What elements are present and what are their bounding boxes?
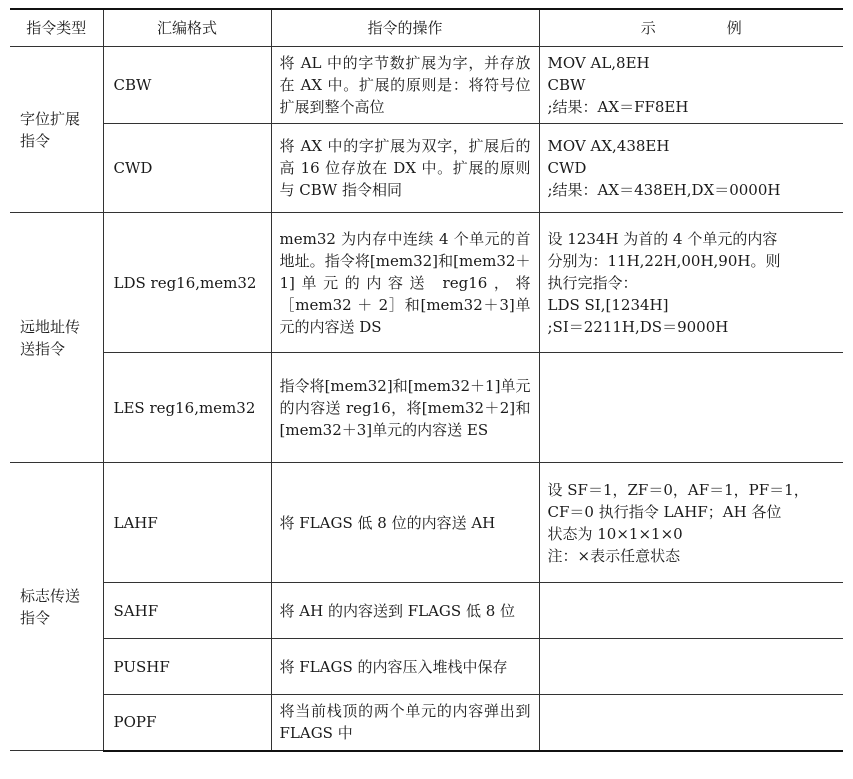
example-cell [539, 353, 843, 463]
example-line: 设 1234H 为首的 4 个单元的内容 [547, 229, 778, 248]
op-cell: 将 AX 中的字扩展为双字，扩展后的高 16 位存放在 DX 中。扩展的原则与 CBW 指令相同 [271, 124, 539, 213]
op-cell: 将 FLAGS 的内容压入堆栈中保存 [271, 639, 539, 695]
asm-cell: CBW [103, 47, 271, 124]
op-cell: 指令将[mem32]和[mem32＋1]单元的内容送 reg16，将[mem32＋2]和[mem32＋3]单元的内容送 ES [271, 353, 539, 463]
example-line: 注：×表示任意状态 [547, 546, 681, 565]
example-cell [539, 639, 843, 695]
example-cell [539, 124, 843, 213]
table-row [10, 639, 843, 695]
header-example [539, 9, 843, 47]
asm-cell: LES reg16,mem32 [103, 353, 271, 463]
example-cell [539, 213, 843, 353]
example-line: CBW [547, 76, 586, 94]
example-line: ;结果：AX＝FF8EH [547, 98, 689, 116]
example-line: ;结果：AX＝438EH,DX＝0000H [547, 181, 781, 199]
example-line: 执行完指令： [547, 273, 638, 292]
asm-cell: POPF [103, 695, 271, 751]
header-op: 指令的操作 [271, 9, 539, 47]
example-line: ;SI＝2211H,DS＝9000H [547, 317, 729, 336]
table-row [10, 695, 843, 751]
asm-cell: LAHF [103, 463, 271, 583]
group-type: 标志传送指令 [10, 463, 103, 751]
header-row [10, 9, 843, 47]
table-row [10, 213, 843, 353]
asm-cell: SAHF [103, 583, 271, 639]
example-cell [539, 47, 843, 124]
op-cell: 将 FLAGS 低 8 位的内容送 AH [271, 463, 539, 583]
example-line: 设 SF＝1，ZF＝0，AF＝1，PF＝1， [547, 480, 809, 499]
table-row [10, 124, 843, 213]
table-row [10, 47, 843, 124]
example-line: 分别为：11H,22H,00H,90H。则 [547, 251, 781, 270]
example-line: CF＝0 执行指令 LAHF；AH 各位 [547, 502, 782, 521]
group-type: 远地址传送指令 [10, 213, 103, 463]
example-line: MOV AL,8EH [547, 54, 650, 72]
table-row [10, 353, 843, 463]
header-asm: 汇编格式 [103, 9, 271, 47]
table-row [10, 463, 843, 583]
op-cell: 将 AH 的内容送到 FLAGS 低 8 位 [271, 583, 539, 639]
example-line: CWD [547, 159, 587, 177]
example-line: 状态为 10×1×1×0 [547, 524, 683, 543]
instruction-table [10, 8, 843, 752]
header-type: 指令类型 [10, 9, 103, 47]
group-type: 字位扩展指令 [10, 47, 103, 213]
op-cell: 将 AL 中的字节数扩展为字，并存放在 AX 中。扩展的原则是：将符号位扩展到整个高位 [271, 47, 539, 124]
example-cell [539, 695, 843, 751]
asm-cell: PUSHF [103, 639, 271, 695]
example-line: LDS SI,[1234H] [547, 295, 669, 314]
example-cell [539, 463, 843, 583]
example-line: MOV AX,438EH [547, 137, 670, 155]
table-row [10, 583, 843, 639]
example-cell [539, 583, 843, 639]
op-cell: mem32 为内存中连续 4 个单元的首地址。指令将[mem32]和[mem32＋1]单元的内容送 reg16，将［mem32 ＋ 2］和[mem32＋3]单元的内容送 DS [271, 213, 539, 353]
asm-cell: CWD [103, 124, 271, 213]
op-cell: 将当前栈顶的两个单元的内容弹出到 FLAGS 中 [271, 695, 539, 751]
asm-cell: LDS reg16,mem32 [103, 213, 271, 353]
header-example-label: 示 例 [640, 19, 770, 37]
